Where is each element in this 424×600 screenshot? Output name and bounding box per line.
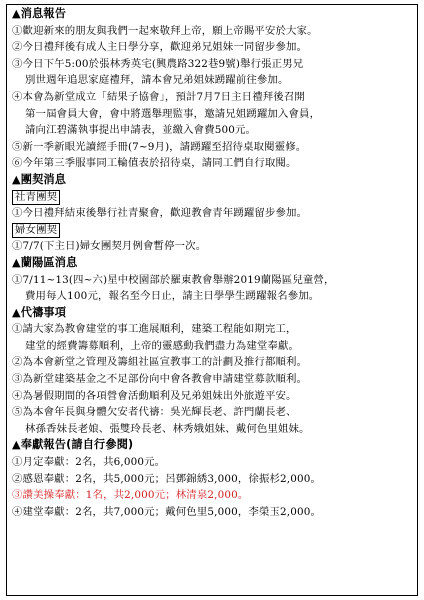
bulletin-line: 第一屆會員大會，會中將選舉理監事，邀請兄姐踴躍加入會員，	[25, 107, 321, 120]
bulletin-line: ①月定奉獻：2名，共6,000元。	[12, 456, 166, 469]
fellowship-label-row	[12, 222, 414, 239]
bulletin-line: ①請大家為教會建堂的事工進展順利，建築工程能如期完工，	[12, 323, 297, 336]
fellowship-label: 社青團契	[12, 190, 60, 206]
bulletin-line: ④建堂奉獻：2名，共7,000元；戴何色里5,000，李榮玉2,000。	[12, 505, 322, 518]
bulletin-line: ①今日禮拜結束後舉行社青聚會，歡迎教會青年踴躍留步參加。	[12, 207, 308, 220]
section-heading: ▲消息報告	[12, 7, 67, 20]
bulletin-line: 別世週年追思家庭禮拜，請本會兄弟姐妹踴躍前往參加。	[25, 74, 289, 87]
fellowship-label: 婦女團契	[12, 223, 60, 239]
bulletin-line: ②今日禮拜後有成人主日學分享，歡迎弟兄姐妹一同留步參加。	[12, 41, 308, 54]
bulletin-line: ⑥今年第三季服事同工輪值表於招待桌，請同工們自行取閱。	[12, 157, 297, 170]
bulletin-line: 請向江碧滿執事提出申請表，並繳入會費500元。	[25, 124, 257, 137]
bulletin-content	[12, 6, 414, 520]
bulletin-line: ①7/11~13(四~六)星中校園部於羅東教會舉辦2019蘭陽區兒童營，	[12, 273, 335, 286]
bulletin-line: ⑤為本會年長與身體欠安者代禱：吳光輝長老、許門蘭長老、	[12, 406, 297, 419]
fellowship-label-row	[12, 189, 414, 206]
bulletin-line: ⑤新一季新眼光讀經手冊(7~9月)，請踴躍至招待桌取閱靈修。	[12, 140, 307, 153]
section-heading: ▲團契消息	[12, 172, 67, 186]
bulletin-line: ②為本會新堂之管理及籌組社區宣教事工的計劃及推行都順利。	[12, 356, 308, 369]
bulletin-line: ②感恩奉獻：2名，共5,000元；呂鄧錦綉3,000，徐振杉2,000。	[12, 472, 322, 485]
bulletin-line: ③為新堂建築基金之不足部份向中會各教會申請建堂募款順利。	[12, 373, 308, 386]
highlighted-line: ③讚美操奉獻：1名，共2,000元；林清泉2,000。	[12, 489, 249, 502]
bulletin-line: ①歡迎新來的朋友與我們一起來敬拜上帝，願上帝賜平安於大家。	[12, 24, 318, 37]
section-heading: ▲代禱事項	[12, 305, 67, 319]
bulletin-line: ①7/7(下主日)婦女團契月例會暫停一次。	[12, 240, 207, 253]
bulletin-line: 費用每人100元，報名至今日止，請主日學學生踴躍報名參加。	[25, 290, 320, 303]
section-heading: ▲蘭陽區消息	[12, 255, 78, 269]
bulletin-line: ④為暑假期間的各項營會活動順利及兄弟姐妹出外旅遊平安。	[12, 389, 297, 402]
bulletin-line: 林孫香妹長老娘、張雙玲長老、林秀娥姐妹、戴何色里姐妹。	[25, 422, 310, 435]
bulletin-line: ③今日下午5:00於張林秀英宅(興農路322巷9號)舉行張正男兄	[12, 57, 304, 70]
section-heading: ▲奉獻報告(請自行參閱)	[12, 438, 134, 452]
bulletin-line: 建堂的經費籌募順利，上帝的靈感動我們盡力為建堂奉獻。	[25, 339, 300, 352]
bulletin-line: ④本會為新堂成立「結果子協會」，預計7月7日主日禮拜後召開	[12, 90, 305, 103]
